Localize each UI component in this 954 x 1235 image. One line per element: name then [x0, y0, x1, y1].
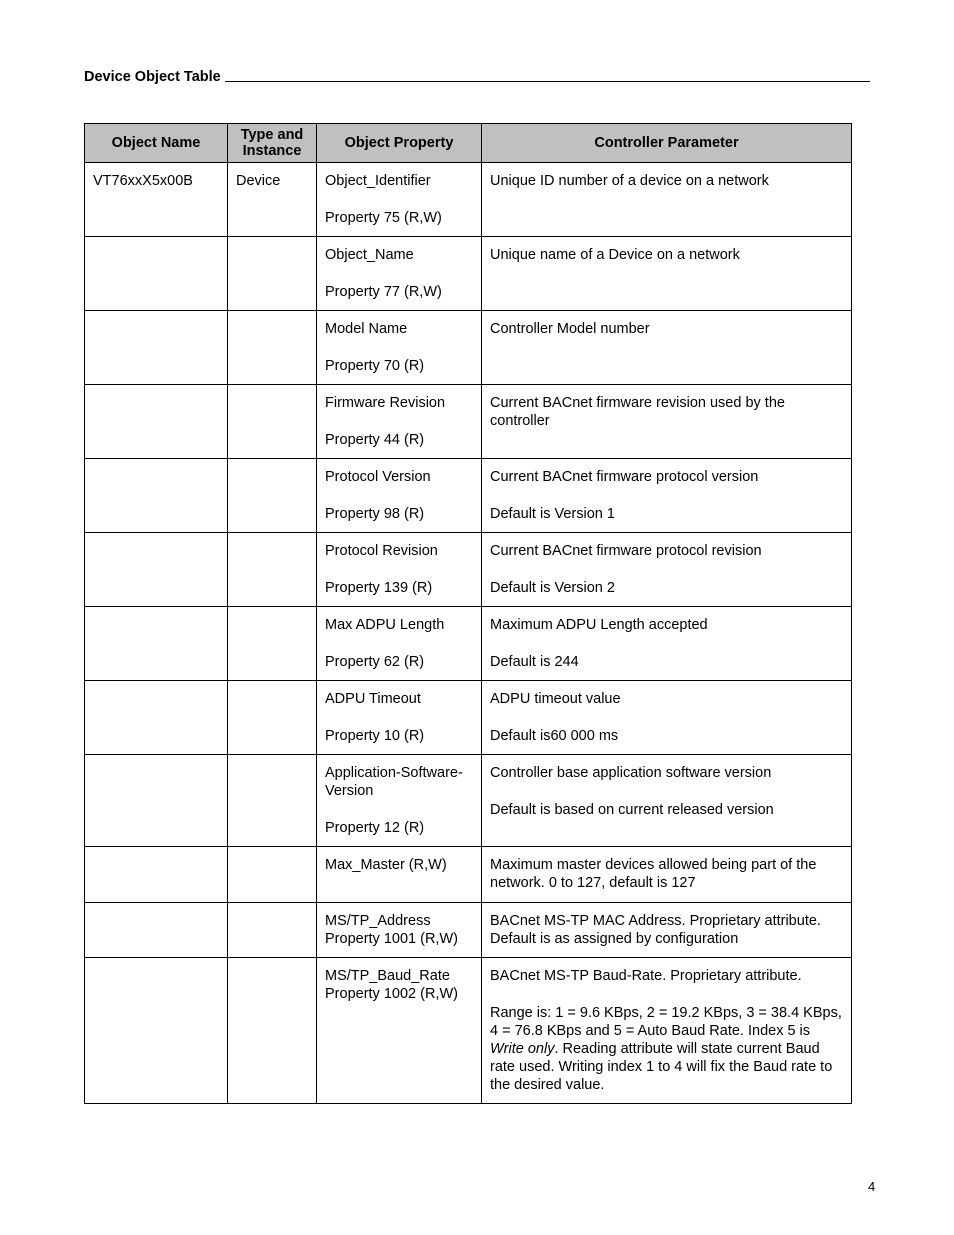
device-object-table	[84, 123, 852, 1104]
parameter-line: Default is Version 1	[490, 506, 615, 522]
property-line: Property 1002 (R,W)	[325, 986, 458, 1002]
table-row	[85, 681, 852, 755]
cell-object-name	[85, 903, 228, 958]
parameter-line: BACnet MS-TP Baud-Rate. Proprietary attribute.	[490, 968, 802, 984]
cell-object-property	[317, 847, 482, 903]
property-line: Property 70 (R)	[325, 358, 425, 374]
property-line: Property 139 (R)	[325, 580, 433, 596]
cell-object-property	[317, 533, 482, 607]
table-row	[85, 533, 852, 607]
property-line: MS/TP_Address	[325, 913, 431, 929]
parameter-line: Current BACnet firmware protocol revision	[490, 543, 762, 559]
property-line: Protocol Revision	[325, 543, 438, 559]
cell-type-instance	[228, 847, 317, 903]
cell-object-name	[85, 533, 228, 607]
cell-controller-parameter	[482, 607, 852, 681]
header-controller-parameter: Controller Parameter	[482, 124, 852, 163]
parameter-line: ADPU timeout value	[490, 691, 621, 707]
cell-object-property	[317, 311, 482, 385]
parameter-line: Unique ID number of a device on a network	[490, 173, 769, 189]
table-row	[85, 847, 852, 903]
header-object-name: Object Name	[85, 124, 228, 163]
cell-controller-parameter	[482, 681, 852, 755]
cell-type-instance	[228, 237, 317, 311]
cell-object-name	[85, 681, 228, 755]
parameter-line: BACnet MS-TP MAC Address. Proprietary attribute. Default is as assigned by configuration	[490, 913, 821, 947]
range-text: Range is: 1 = 9.6 KBps, 2 = 19.2 KBps, 3 = 38.4 KBps, 4 = 76.8 KBps and 5 = Auto Baud Rate. Index 5 is	[490, 1005, 842, 1039]
property-line: Property 10 (R)	[325, 728, 425, 744]
property-line: Property 98 (R)	[325, 506, 425, 522]
cell-object-name	[85, 459, 228, 533]
cell-type-instance	[228, 607, 317, 681]
cell-controller-parameter	[482, 958, 852, 1104]
cell-controller-parameter	[482, 237, 852, 311]
table-row	[85, 903, 852, 958]
cell-controller-parameter	[482, 163, 852, 237]
property-line: Property 12 (R)	[325, 820, 425, 836]
parameter-line: Maximum ADPU Length accepted	[490, 617, 708, 633]
cell-type-instance	[228, 459, 317, 533]
cell-type-instance	[228, 533, 317, 607]
property-line: Firmware Revision	[325, 395, 446, 411]
cell-controller-parameter	[482, 755, 852, 847]
table-row	[85, 459, 852, 533]
cell-type-instance: Device	[228, 163, 317, 237]
cell-type-instance	[228, 958, 317, 1104]
cell-type-instance	[228, 385, 317, 459]
cell-type-instance	[228, 681, 317, 755]
cell-object-property	[317, 755, 482, 847]
property-line: Object_Name	[325, 247, 414, 263]
cell-type-instance	[228, 903, 317, 958]
cell-object-name	[85, 755, 228, 847]
cell-controller-parameter	[482, 459, 852, 533]
property-line: Property 75 (R,W)	[325, 210, 442, 226]
property-line: Protocol Version	[325, 469, 431, 485]
cell-controller-parameter	[482, 533, 852, 607]
cell-object-property	[317, 163, 482, 237]
cell-object-property	[317, 958, 482, 1104]
table-row	[85, 958, 852, 1104]
cell-object-name	[85, 607, 228, 681]
parameter-line: Maximum master devices allowed being part of the network. 0 to 127, default is 127	[490, 857, 817, 891]
parameter-line: Current BACnet firmware protocol version	[490, 469, 759, 485]
section-title: Device Object Table	[84, 69, 221, 85]
property-line: Property 1001 (R,W)	[325, 931, 458, 947]
cell-object-name	[85, 237, 228, 311]
property-line: Object_Identifier	[325, 173, 431, 189]
property-line: Max_Master (R,W)	[325, 857, 447, 873]
property-line: Application-Software-Version	[325, 765, 463, 799]
property-line: Property 62 (R)	[325, 654, 425, 670]
parameter-line: Default is based on current released version	[490, 802, 774, 818]
cell-object-name: VT76xxX5x00B	[85, 163, 228, 237]
parameter-line: Default is60 000 ms	[490, 728, 619, 744]
parameter-line: Controller base application software version	[490, 765, 772, 781]
page-number: 4	[868, 1179, 876, 1194]
cell-object-name	[85, 958, 228, 1104]
cell-object-name	[85, 847, 228, 903]
table-header-row	[85, 124, 852, 163]
table-row	[85, 237, 852, 311]
cell-object-property	[317, 681, 482, 755]
range-text-continued: . Reading attribute will state current Baud rate used. Writing index 1 to 4 will fix the Baud rate to the desired value.	[490, 1041, 833, 1093]
property-line: ADPU Timeout	[325, 691, 421, 707]
header-type-instance: Type and Instance	[228, 124, 317, 163]
cell-object-name	[85, 385, 228, 459]
cell-object-property	[317, 237, 482, 311]
property-line: Property 77 (R,W)	[325, 284, 442, 300]
cell-object-property	[317, 459, 482, 533]
section-heading	[84, 68, 870, 86]
table-row	[85, 755, 852, 847]
parameter-line: Default is Version 2	[490, 580, 615, 596]
table-row	[85, 385, 852, 459]
cell-controller-parameter	[482, 903, 852, 958]
property-line: Max ADPU Length	[325, 617, 445, 633]
cell-type-instance	[228, 311, 317, 385]
cell-object-property	[317, 607, 482, 681]
table-row	[85, 311, 852, 385]
property-line: Property 44 (R)	[325, 432, 425, 448]
cell-controller-parameter	[482, 385, 852, 459]
cell-object-property	[317, 903, 482, 958]
cell-type-instance	[228, 755, 317, 847]
table-body	[85, 163, 852, 1104]
parameter-line: Default is 244	[490, 654, 579, 670]
parameter-line: Unique name of a Device on a network	[490, 247, 740, 263]
cell-controller-parameter	[482, 847, 852, 903]
range-emphasis: Write only	[490, 1041, 555, 1057]
cell-object-property	[317, 385, 482, 459]
cell-object-name	[85, 311, 228, 385]
parameter-range-line	[490, 1004, 843, 1094]
header-object-property: Object Property	[317, 124, 482, 163]
parameter-line: Current BACnet firmware revision used by the controller	[490, 395, 785, 429]
property-line: Model Name	[325, 321, 408, 337]
table-row	[85, 163, 852, 237]
table-row	[85, 607, 852, 681]
parameter-line: Controller Model number	[490, 321, 650, 337]
heading-rule	[225, 81, 870, 82]
property-line: MS/TP_Baud_Rate	[325, 968, 450, 984]
cell-controller-parameter	[482, 311, 852, 385]
